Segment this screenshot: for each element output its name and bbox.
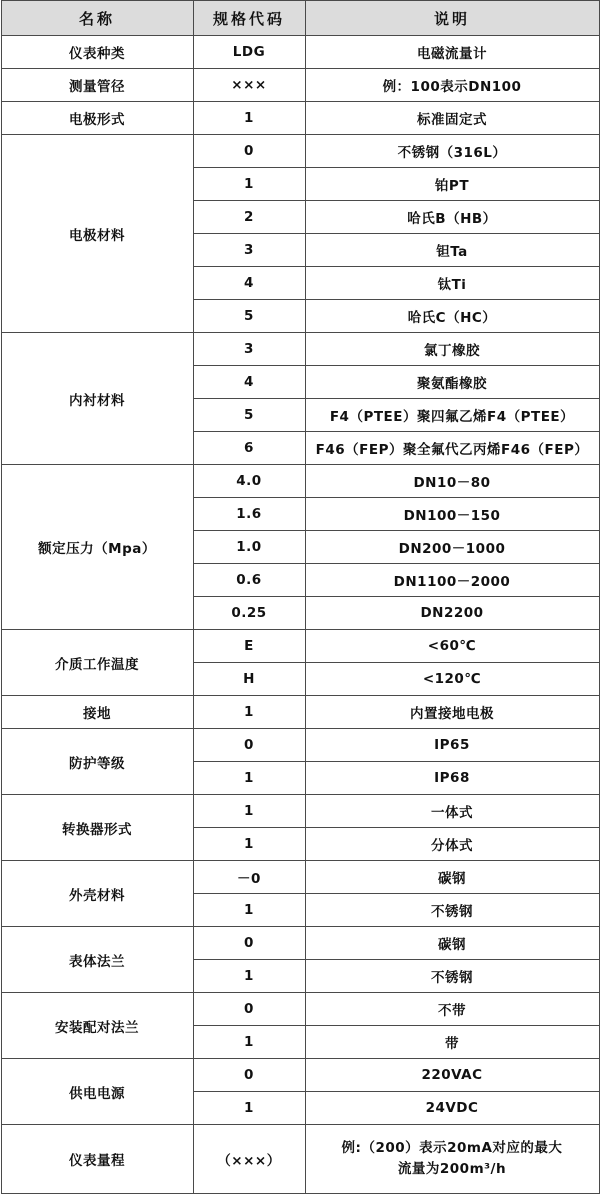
row-code-cell: 4: [193, 267, 305, 300]
row-name-cell: 接地: [1, 696, 193, 729]
row-name-cell: 介质工作温度: [1, 630, 193, 696]
table-row: [1, 102, 599, 135]
table-row: [1, 333, 599, 366]
row-code-cell: H: [193, 663, 305, 696]
row-name-cell: 防护等级: [1, 729, 193, 795]
row-description-cell: 不带: [305, 993, 599, 1026]
row-name-cell: 仪表量程: [1, 1125, 193, 1194]
row-code-cell: 0.6: [193, 564, 305, 597]
row-code-cell: 1: [193, 894, 305, 927]
row-code-cell: 0: [193, 729, 305, 762]
row-name-cell: 表体法兰: [1, 927, 193, 993]
row-description-cell: 不锈钢: [305, 894, 599, 927]
row-name-cell: 额定压力（Mpa）: [1, 465, 193, 630]
column-header-code: 规格代码: [193, 1, 305, 36]
table-header: [1, 1, 599, 36]
row-code-cell: 1: [193, 795, 305, 828]
row-name-cell: 转换器形式: [1, 795, 193, 861]
row-code-cell: 1: [193, 1026, 305, 1059]
row-description-cell: 钛Ti: [305, 267, 599, 300]
row-description-cell: DN2200: [305, 597, 599, 630]
row-code-cell: 4.0: [193, 465, 305, 498]
row-code-cell: 0.25: [193, 597, 305, 630]
row-description-cell: <60℃: [305, 630, 599, 663]
column-header-name: 名称: [1, 1, 193, 36]
table-row: [1, 1125, 599, 1194]
row-code-cell: 3: [193, 333, 305, 366]
row-description-cell: 铂PT: [305, 168, 599, 201]
row-code-cell: 0: [193, 1059, 305, 1092]
row-description-cell: 例：100表示DN100: [305, 69, 599, 102]
row-name-cell: 仪表种类: [1, 36, 193, 69]
row-code-cell: 3: [193, 234, 305, 267]
row-name-cell: 内衬材料: [1, 333, 193, 465]
row-description-cell: 电磁流量计: [305, 36, 599, 69]
row-name-cell: 电极形式: [1, 102, 193, 135]
table-row: [1, 861, 599, 894]
table-row: [1, 36, 599, 69]
row-code-cell: ×××: [193, 69, 305, 102]
row-code-cell: 4: [193, 366, 305, 399]
row-code-cell: 1: [193, 960, 305, 993]
table-row: [1, 465, 599, 498]
row-description-cell: <120℃: [305, 663, 599, 696]
row-description-cell: IP68: [305, 762, 599, 795]
row-code-cell: 0: [193, 993, 305, 1026]
row-code-cell: 0: [193, 927, 305, 960]
row-description-cell: 220VAC: [305, 1059, 599, 1092]
table-body: [1, 36, 599, 1194]
specification-table: [1, 0, 600, 1194]
row-code-cell: 1: [193, 1092, 305, 1125]
table-row: [1, 69, 599, 102]
row-description-cell: F46（FEP）聚全氟代乙丙烯F46（FEP）: [305, 432, 599, 465]
row-code-cell: （×××）: [193, 1125, 305, 1194]
row-code-cell: 2: [193, 201, 305, 234]
row-name-cell: 外壳材料: [1, 861, 193, 927]
row-code-cell: 1: [193, 828, 305, 861]
row-description-cell: 钽Ta: [305, 234, 599, 267]
row-code-cell: 5: [193, 300, 305, 333]
table-row: [1, 729, 599, 762]
row-description-cell: DN100－150: [305, 498, 599, 531]
row-description-cell: 碳钢: [305, 927, 599, 960]
column-header-description: 说明: [305, 1, 599, 36]
row-description-cell: DN1100－2000: [305, 564, 599, 597]
row-description-cell: 内置接地电极: [305, 696, 599, 729]
row-description-cell: 碳钢: [305, 861, 599, 894]
row-description-cell: DN10－80: [305, 465, 599, 498]
row-name-cell: 电极材料: [1, 135, 193, 333]
row-name-cell: 测量管径: [1, 69, 193, 102]
table-row: [1, 1059, 599, 1092]
row-description-cell: 24VDC: [305, 1092, 599, 1125]
table-row: [1, 795, 599, 828]
row-description-cell: 哈氏B（HB）: [305, 201, 599, 234]
row-code-cell: 0: [193, 135, 305, 168]
row-description-cell: 例:（200）表示20mA对应的最大 流量为200m³/h: [305, 1125, 599, 1194]
row-code-cell: 1: [193, 696, 305, 729]
row-description-cell: 氯丁橡胶: [305, 333, 599, 366]
row-code-cell: 1: [193, 168, 305, 201]
row-code-cell: 5: [193, 399, 305, 432]
row-description-cell: 标准固定式: [305, 102, 599, 135]
row-description-cell: 聚氨酯橡胶: [305, 366, 599, 399]
row-description-cell: 不锈钢: [305, 960, 599, 993]
row-code-cell: 1: [193, 102, 305, 135]
row-description-cell: 不锈钢（316L）: [305, 135, 599, 168]
row-description-cell: IP65: [305, 729, 599, 762]
row-code-cell: 1.0: [193, 531, 305, 564]
table-row: [1, 135, 599, 168]
row-description-cell: 哈氏C（HC）: [305, 300, 599, 333]
row-name-cell: 供电电源: [1, 1059, 193, 1125]
row-description-cell: 带: [305, 1026, 599, 1059]
table-row: [1, 993, 599, 1026]
row-description-cell: DN200－1000: [305, 531, 599, 564]
row-name-cell: 安装配对法兰: [1, 993, 193, 1059]
table-row: [1, 630, 599, 663]
row-description-cell: F4（PTEE）聚四氟乙烯F4（PTEE）: [305, 399, 599, 432]
row-code-cell: 1.6: [193, 498, 305, 531]
row-code-cell: 6: [193, 432, 305, 465]
row-code-cell: E: [193, 630, 305, 663]
row-description-cell: 一体式: [305, 795, 599, 828]
row-code-cell: LDG: [193, 36, 305, 69]
table-header-row: [1, 1, 599, 36]
row-description-cell: 分体式: [305, 828, 599, 861]
row-code-cell: 1: [193, 762, 305, 795]
table-row: [1, 927, 599, 960]
row-code-cell: －0: [193, 861, 305, 894]
table-row: [1, 696, 599, 729]
